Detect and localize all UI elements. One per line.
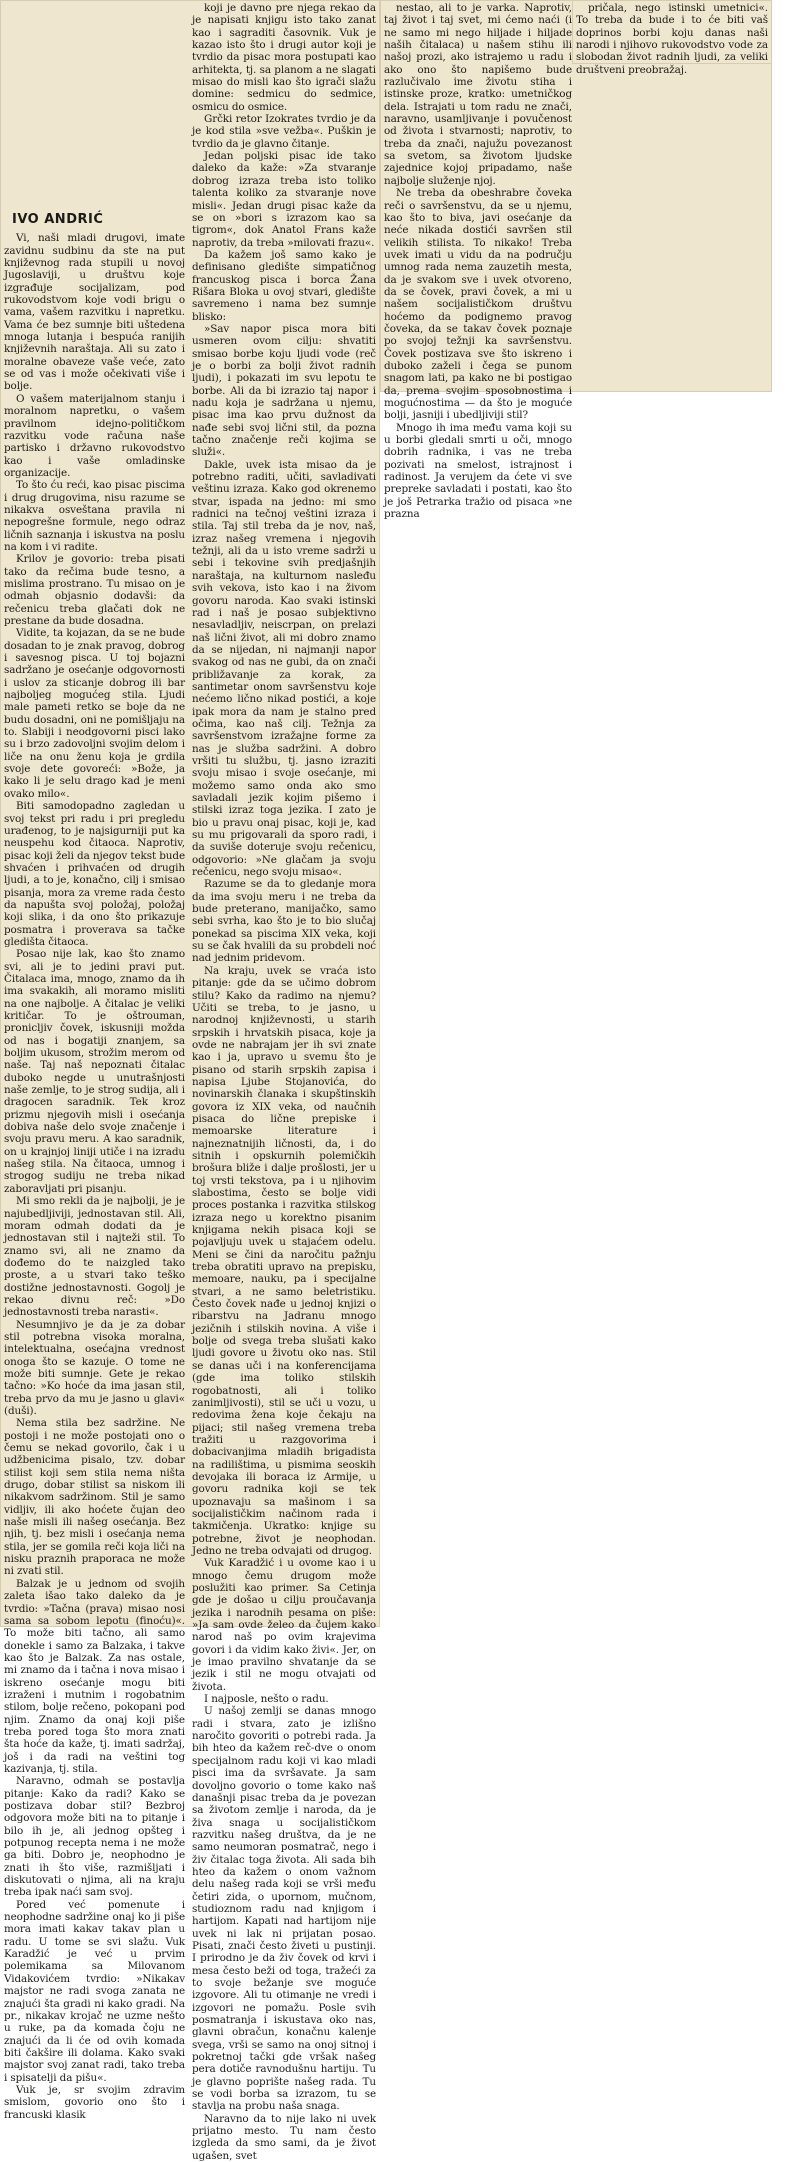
article-column-3 bbox=[384, 2, 572, 520]
article-paragraph: Nesumnjivo je da je za dobar stil potrebna visoka moralna, intelektualna, osećajna vrednost onoga što se kazuje. O tome ne može biti sumnje. Gete je rekao tačno: »Ko hoće da ima jasan stil, treba prvo da mu je jasno u glavi« (duši). bbox=[4, 1318, 185, 1417]
column-1-paragraphs bbox=[4, 232, 185, 2121]
article-paragraph: Vuk Karadžić i u ovome kao i u mnogo čemu drugom može poslužiti kao primer. Sa Cetinja gde je došao u cilju proučavanja jezika i narodnih pesama on piše: »Ja sam ovde želeo da čujem kako narod naš po ovim krajevima govori i da vidim kako živi«. Jer, on je imao pravilno shvatanje da se jezik i stil ne mogu otvajati od života. bbox=[192, 1557, 376, 1693]
article-paragraph: Jedan poljski pisac ide tako daleko da kaže: »Za stvaranje dobrog izraza treba isto toliko talenta koliko za stvaranje nove misli«. Jedan drugi pisac kaže da se on »bori s izrazom kao sa tigrom«, dok Anatol Frans kaže naprotiv, da treba »milovati frazu«. bbox=[192, 150, 376, 249]
column-2-paragraphs bbox=[192, 2, 376, 2162]
article-author: IVO ANDRIĆ bbox=[12, 212, 104, 227]
article-paragraph: Naravno da to nije lako ni uvek prijatno mesto. Tu nam često izgleda da smo sami, da je život ugašen, svet bbox=[192, 2112, 376, 2162]
article-paragraph: Razume se da to gledanje mora da ima svoju meru i ne treba da bude preterano, manijačko, samo sebi svrha, kao što je to bio slučaj ponekad sa piscima XIX veka, koji su se čak hvalili da su probdeli noć nad jednim pridevom. bbox=[192, 878, 376, 965]
article-paragraph: To što ću reći, kao pisac piscima i drug drugovima, nisu razume se nikakva osveštana pravila ni nepogrešne formule, nego odraz ličnih saznanja i iskustva na poslu na kom i vi radite. bbox=[4, 479, 185, 553]
article-paragraph: Dakle, uvek ista misao da je potrebno raditi, učiti, savladivati veštinu izraza. Kako god okrenemo stvar, ispada na jedno: mi smo radnici na tečnoj veštini izraza i stila. Taj stil treba da je nov, naš, izraz našeg vremena i njegovih težnji, ali da u isto vreme sadrži u sebi i tekovine svih predjašnjih naraštaja, na kulturnom nasleđu svih vekova, isto kao i na živom govoru naroda. Kao svaki istinski rad i naš je posao subjektivno nesavladljiv, neiscrpan, on prelazi naš lični život, ali mi dobro znamo da se nijedan, ni najmanji napor svakog od nas ne gubi, da on znači približavanje za korak, za santimetar onom savršenstvu koje nećemo lično nikad postići, a koje ipak mora da nam je stalno pred očima, kao naš cilj. Težnja za savršenstvom izražajne forme za nas je služba sadržini. A dobro vršiti tu službu, tj. jasno izraziti svoju misao i svoje osećanje, mi možemo samo onda ako smo savladali jezik kojim pišemo i stilski izraz toga jezika. I zato je bio u pravu onaj pisac, koji je, kad su mu prigovarali da sporo radi, i da suviše doteruje svoju rečenicu, odgovorio: »Ne glačam ja svoju rečenicu, nego svoju misao«. bbox=[192, 458, 376, 879]
article-paragraph: Biti samodopadno zagledan u svoj tekst pri radu i pri pregledu urađenog, to je najsigurniji put ka neuspehu kod čitaoca. Naprotiv, pisac koji želi da njegov tekst bude shvaćen i prihvaćen od drugih ljudi, a to je, konačno, cilj i smisao pisanja, mora za vreme rada često da napušta svoj položaj, položaj koji slika, i da ono što prikazuje posmatra i proverava sa tačke gledišta čitaoca. bbox=[4, 800, 185, 948]
article-column-4 bbox=[576, 2, 768, 76]
article-paragraph: Mi smo rekli da je najbolji, je je najubedljiviji, jednostavan stil. Ali, moram odmah dodati da je jednostavan stil i najteži stil. To znamo svi, ali ne znamo da dođemo do te naizgled tako proste, a u stvari tako teško dostižne jednostavnosti. Gogolj je rekao divnu reč: »Do jednostavnosti treba narasti«. bbox=[4, 1195, 185, 1319]
article-paragraph: Vi, naši mladi drugovi, imate zavidnu sudbinu da ste na put književnog rada stupili u novoj Jugoslaviji, u društvu koje izgrađuje socijalizam, pod rukovodstvom koje vodi brigu o vama, vašem razvitku i napretku. Vama će bez sumnje biti uštedena mnoga lutanja i bespuća ranijih književnih naraštaja. Ali su zato i moralne obaveze vaše veće, zato se od vas i može očekivati više i bolje. bbox=[4, 232, 185, 393]
article-paragraph: Krilov je govorio: treba pisati tako da rečima bude tesno, a mislima prostrano. Tu misao on je odmah objasnio dodavši: da rečenicu treba glačati dok ne prestane da bude dosadna. bbox=[4, 553, 185, 627]
newspaper-clipping-continuation-end bbox=[572, 0, 772, 76]
article-paragraph: Posao nije lak, kao što znamo svi, ali je to jedini pravi put. Čitalaca ima, mnogo, znamo da ih ima svakakih, ali moramo misliti na one najbolje. A čitalac je veliki kritičar. To je oštrouman, pronicljiv čovek, iskusniji možda od nas i bogatiji znanjem, sa boljim ukusom, strožim merom od naše. Taj naš nepoznati čitalac duboko negde u unutrašnjosti naše zemlje, to je strog sudija, ali i dragocen saradnik. Tek kroz prizmu njegovih misli i osećanja dobiva naše delo svoje značenje i svoju pravu meru. A kao saradnik, on u krajnjoj liniji utiče i na izradu našeg stila. Na čitaoca, umnog i strogog sudiju ne treba nikad zaboravljati pri pisanju. bbox=[4, 948, 185, 1195]
article-paragraph: Mnogo ih ima među vama koji su u borbi gledali smrti u oči, mnogo dobrih radnika, i vas ne treba pozivati na smelost, istrajnost i radinost. Ja verujem da ćete vi sve prepreke savladati i postati, kao što je još Petrarka tražio od pisaca »ne prazna bbox=[384, 421, 572, 521]
article-paragraph: Grčki retor Izokrates tvrdio je da je kod stila »sve vežba«. Puškin je tvrdio da je glavno čitanje. bbox=[192, 113, 376, 150]
column-3-paragraphs bbox=[384, 2, 572, 520]
article-paragraph: pričala, nego istinski umetnici«. To treba da bude i to će biti vaš doprinos borbi koju danas naši narodi i njihovo rukovodstvo vode za slobodan život radnih ljudi, za veliki društveni preobražaj. bbox=[576, 2, 768, 76]
article-paragraph: Na kraju, uvek se vraća isto pitanje: gde da se učimo dobrom stilu? Kako da radimo na njemu? Učiti se treba, to je jasno, u narodnoj književnosti, u starih srpskih i hrvatskih pisaca, koje ja ovde ne nabrajam jer ih svi znate kao i ja, upravo u svemu što je pisano od starih srpskih zapisa i napisa Ljube Stojanovića, do novinarskih članaka i skupštinskih govora iz XIX veka, od naučnih pisaca do lične prepiske i memoarske literature i najneznatnijih ličnosti, da, i do sitnih i opskurnih polemičkih brošura bliže i dalje prošlosti, jer u toj vrsti tekstova, pa i u njihovim slabostima, često se bolje vidi proces postanka i razvitka stilskog izraza nego u korektno pisanim knjigama nekih pisaca koji se pojavljuju uvek u stajaćem odelu. Meni se čini da naročitu pažnju treba obratiti upravo na prepisku, memoare, nauku, pa i specijalne stvari, a ne samo beletristiku. Često čovek nađe u jednoj knjizi o ribarstvu na Jadranu mnogo jezičnih i stilskih novina. A više i bolje od svega treba slušati kako ljudi govore u životu oko nas. Stil se danas uči i na konferencijama (gde ima toliko stilskih rogobatnosti, ali i toliko zanimljivosti), stil se uči u vozu, u redovima žena koje čekaju na pijaci; stil našeg vremena treba tražiti u razgovorima i dobacivanjima mladih brigadista na radilištima, u pismima seoskih devojaka ili boraca iz Armije, u govoru radnika koji se tek upoznavaju sa mašinom i sa socijalističkim načinom rada i takmičenja. Ukratko: knjige su potrebne, život je neophodan. Jedno ne treba odvajati od drugog. bbox=[192, 964, 376, 1557]
article-paragraph: Vuk je, sr svojim zdravim smislom, govorio ono što i francuski klasik bbox=[4, 2083, 185, 2121]
article-paragraph: nestao, ali to je varka. Naprotiv, taj život i taj svet, mi ćemo naći (i ne samo mi nego hiljade i hiljade naših čitalaca) u našem stihu ili našoj prozi, ako istrajemo u radu i ako ono što napišemo bude razlučivalo ime životu stiha i istinske proze, kratko: umetničkog dela. Istrajati u tom radu ne znači, naravno, usamljivanje i povučenost od života i stvarnosti; naprotiv, to treba da znači, najužu povezanost sa svetom, sa životom ljudske zajednice kojoj pripadamo, naše najbolje služenje njoj. bbox=[384, 2, 572, 187]
article-paragraph: Vidite, ta kojazan, da se ne bude dosadan to je znak pravog, dobrog i savesnog pisca. U toj bojazni sadržano je osećanje odgovornosti i uslov za sticanje dobrog ili bar najboljeg mogućeg stila. Ljudi male pameti retko se boje da ne budu dosadni, oni ne pomišljaju na to. Slabiji i neodgovorni pisci lako su i brzo zadovoljni svojim delom i liče na onu ženu koja je grdila svoje dete govoreći: »Bože, ja kako li je selu drago kad je meni ovako milo«. bbox=[4, 627, 185, 800]
article-paragraph: Da kažem još samo kako je definisano gledište simpatičnog francuskog pisca i borca Žana Rišara Bloka u ovoj stvari, gledište savremeno i nama bez sumnje blisko: bbox=[192, 248, 376, 323]
article-paragraph: I najposle, nešto o radu. bbox=[204, 1693, 329, 1706]
column-4-paragraphs bbox=[576, 2, 768, 76]
article-paragraph: Ne treba da obeshrabre čoveka reči o savršenstvu, da se u njemu, kao što to biva, javi osećanje da neće nikada dostići savršen stil velikih stilista. To nikako! Treba uvek imati u vidu da na području umnog rada nema zauzetih mesta, da je svakom sve i uvek otvoreno, da se čovek, pravi čovek, a mi u našem socijalističkom društvu hoćemo da podignemo pravog čoveka, da se takav čovek poznaje po svojoj težnji ka savršenstvu. Čovek postizava sve što iskreno i duboko zaželi i čega se punom snagom lati, pa kako ne bi postigao da, prema svojim sposobnostima i mogućnostima — da što je moguće bolji, jasniji i ubedljiviji stil? bbox=[384, 187, 572, 422]
article-paragraph: Nema stila bez sadržine. Ne postoji i ne može postojati ono o čemu se nekad govorilo, čak i u udžbenicima pisalo, tzv. dobar stilist koji sem stila nema ništa drugo, dobar stilist sa niskom ili nikakvom sadržinom. Stil je samo vidljiv, ili ako hoćete čujan deo naše misli ili našeg osećanja. Bez njih, tj. bez misli i osećanja nema stila, jer se gomila reči koja liči na nisku praznih praporaca ne može ni zvati stil. bbox=[4, 1417, 185, 1578]
article-paragraph: O vašem materijalnom stanju i moralnom napretku, o vašem pravilnom idejno-političkom razvitku vode računa naše partisko i državno rukovodstvo kao i vaše omladinske organizacije. bbox=[4, 392, 185, 479]
article-paragraph: Pored već pomenute i neophodne sadržine onaj ko ji piše mora imati kakav takav plan u radu. U tome se svi slažu. Vuk Karadžić je već u prvim polemikama sa Milovanom Vidakovićem tvrdio: »Nikakav majstor ne radi svoga zanata ne znajući šta gradi ni kako gradi. Na pr., nikakav krojač ne uzme nešto u ruke, pa da komada čoju ne znajući da li će od ovih komada biti čakšire ili dolama. Kako svaki majstor svoj zanat radi, tako treba i spisatelji da pišu«. bbox=[4, 1898, 185, 2084]
article-paragraph: Balzak je u jednom od svojih zaleta išao tako daleko da je tvrdio: »Tačna (prava) misao nosi sama sa sobom lepotu (finoću)«. To može biti tačno, ali samo donekle i samo za Balzaka, i takve kao što je Balzak. Za nas ostale, mi znamo da i tačna i nova misao i iskreno osećanje mogu biti izraženi i mutnim i rogobatnim stilom, bolje rečeno, pokopani pod njim. Znamo da onaj koji piše treba pored toga što mora znati šta hoće da kaže, tj. imati sadržaj, još i da radi na veštini tog kazivanja, tj. stila. bbox=[4, 1577, 185, 1775]
article-paragraph: »Sav napor pisca mora biti usmeren ovom cilju: shvatiti smisao borbe koju ljudi vode (reč je o borbi za bolji život radnih ljudi), i pokazati im svu lepotu te borbe. Ali da bi izrazio taj napor i nadu koja je sadržana u njemu, pisac ima kao prvu dužnost da nađe sebi svoj lični stil, da pozna tačno značenje reči kojima se služi«. bbox=[192, 322, 376, 459]
newspaper-clipping-main bbox=[0, 0, 380, 2162]
article-column-1 bbox=[4, 214, 185, 2121]
article-column-2 bbox=[192, 2, 376, 2162]
article-paragraph: Naravno, odmah se postavlja pitanje: Kako da radi? Kako se postizava dobar stil? Bezbroj odgovora može biti na to pitanje i bilo ih je, ali jednog opšteg i potpunog recepta nema i ne može ga biti. Dobro je, neophodno je znati ih što više, razmišljati i diskutovati o njima, ali na kraju treba ipak naći sam svoj. bbox=[4, 1775, 185, 1899]
article-paragraph: U našoj zemlji se danas mnogo radi i stvara, zato je izlišno naročito govoriti o potrebi rada. Ja bih hteo da kažem reč-dve o onom specijalnom radu koji vi kao mladi pisci ima da svršavate. Ja sam dovoljno govorio o tome kako naš današnji pisac treba da je povezan sa životom zemlje i naroda, da je živa snaga u socijalističkom razvitku našeg društva, da je ne samo neumoran posmatrač, nego i živ čitalac toga života. Ali sada bih hteo da kažem o onom važnom delu našeg rada koji se vrši među četiri zida, o upornom, mučnom, studioznom radu nad knjigom i hartijom. Kapati nad hartijom nije uvek ni lak ni prijatan posao. Pisati, znači često živeti u pustinji. I prirodno je da živ čovek od krvi i mesa često beži od toga, tražeći za to svoje bežanje sve moguće izgovore. Ali tu otimanje ne vredi i izgovori ne pomažu. Posle svih posmatranja i iskustava oko nas, glavni obračun, konačnu kalenje svega, vrši se samo na onoj sitnoj i pokretnoj tački gde vršak našeg pera dotiče ravnodušnu hartiju. Tu je glavno poprište našeg rada. Tu se vodi borba sa izrazom, tu se stavlja na probu naša snaga. bbox=[192, 1705, 376, 2113]
article-paragraph: koji je davno pre njega rekao da je napisati knjigu isto tako zanat kao i sagraditi časovnik. Vuk je kazao isto što i drugi autor koji je tvrdio da pisac mora postupati kao arhitekta, tj. sa planom a ne slagati misao do misli kao što igrači slažu domine: sedmicu do sedmice, osmicu do osmice. bbox=[192, 2, 376, 113]
